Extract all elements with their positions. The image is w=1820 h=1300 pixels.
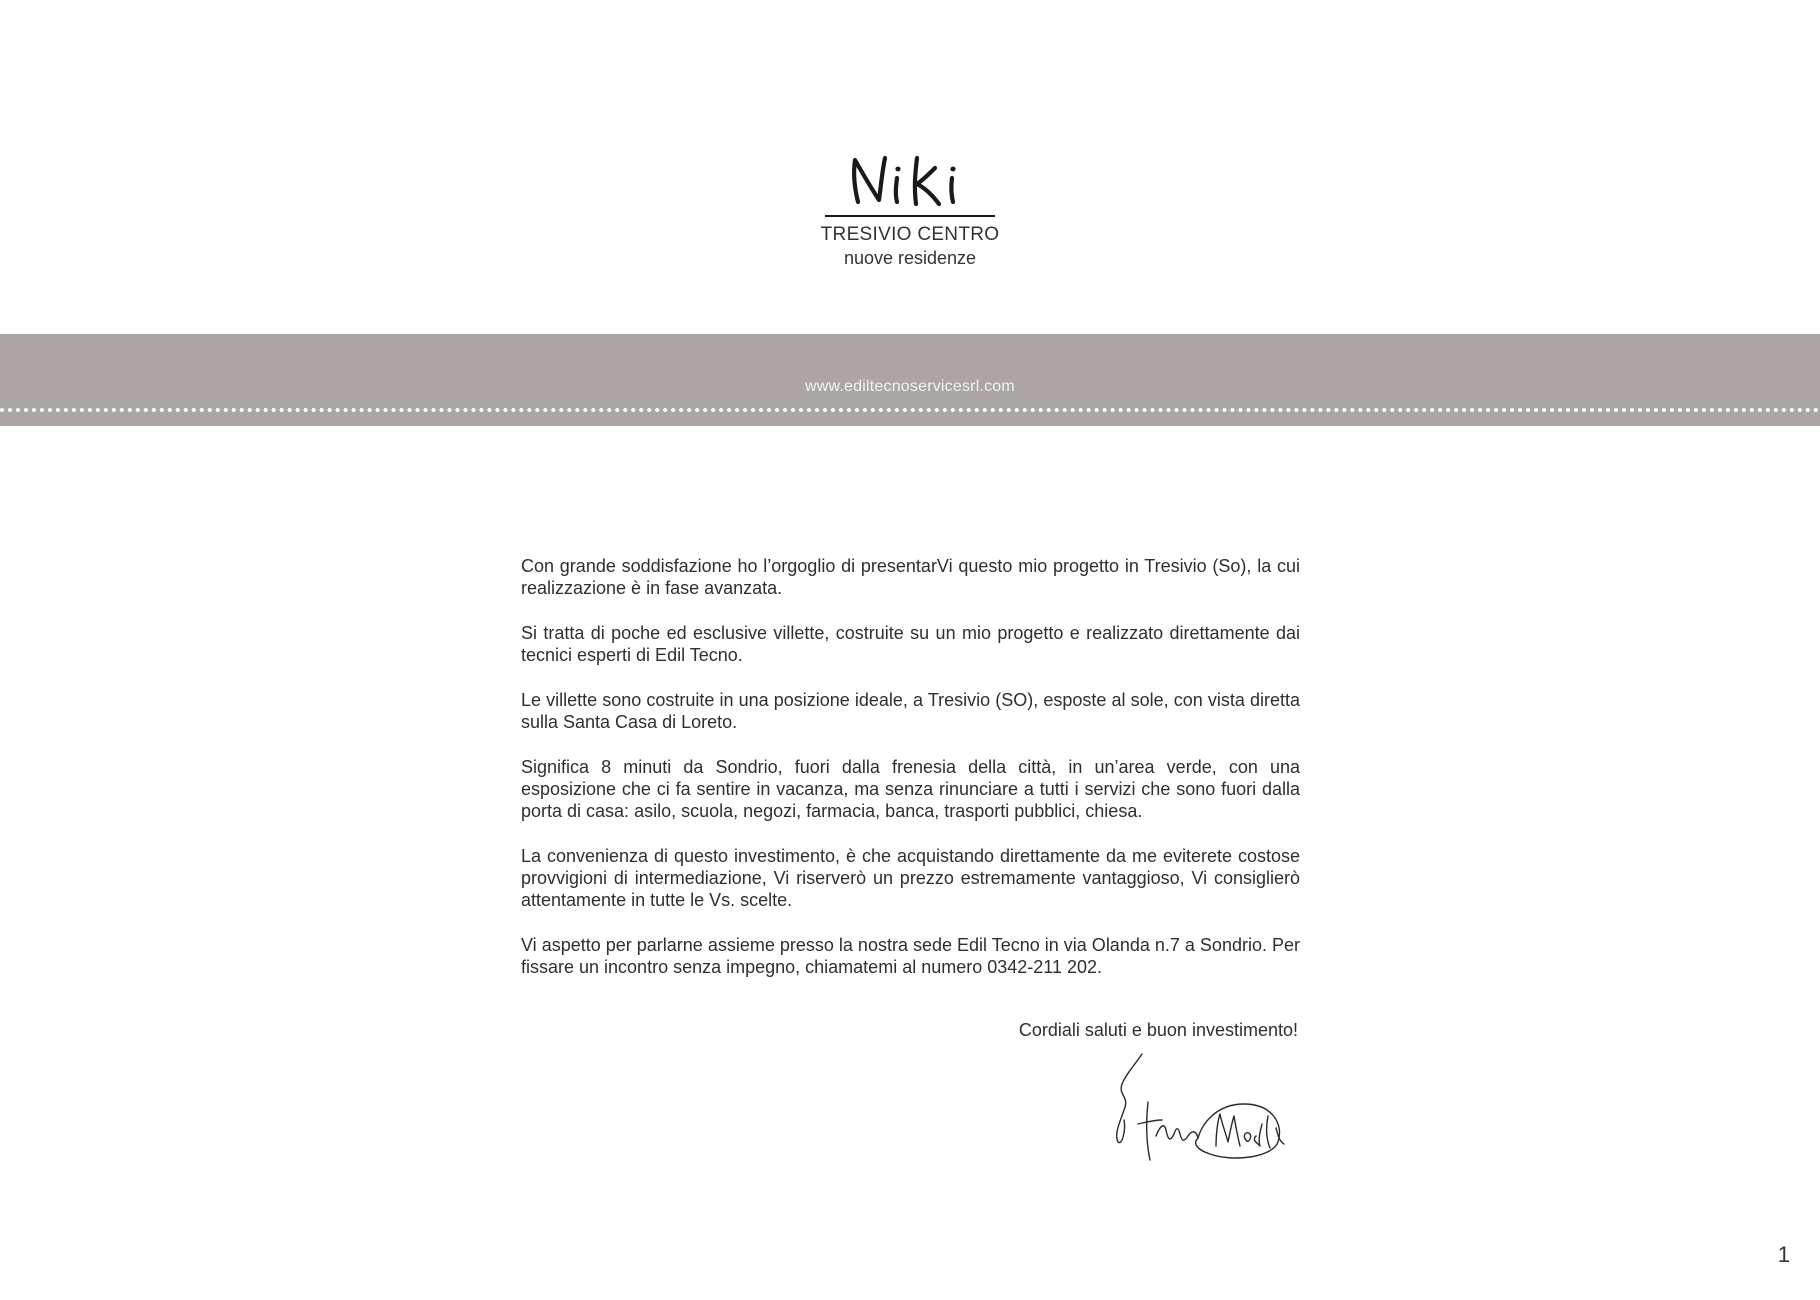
letter-paragraph-6: Vi aspetto per parlarne assieme presso la nostra sede Edil Tecno in via Olanda n.7 a Sondrio. Per fissare un incontro senza impegno, chiamatemi al numero 0342-211 202. [521, 935, 1300, 978]
handwritten-signature [1112, 1050, 1292, 1165]
website-band [0, 334, 1820, 426]
niki-logo [825, 150, 995, 210]
page-number: 1 [1777, 1242, 1790, 1267]
dotted-divider [0, 408, 1820, 412]
letter-paragraph-2: Si tratta di poche ed esclusive villette, costruite su un mio progetto e realizzato direttamente dai tecnici esperti di Edil Tecno. [521, 622, 1300, 666]
niki-logo-script [825, 150, 995, 210]
document-header [0, 150, 1820, 269]
letter-paragraph-4: Significa 8 minuti da Sondrio, fuori dalla frenesia della città, in un’area verde, con una esposizione che ci fa sentire in vacanza, ma senza rinunciare a tutti i servizi che sono fuori dalla porta di casa: asilo, scuola, negozi, farmacia, banca, trasporti pubblici, chiesa. [521, 756, 1300, 822]
letter-closing: Cordiali saluti e buon investimento! [1018, 1020, 1298, 1040]
logo-underline [825, 215, 995, 217]
website-url: www.ediltecnoservicesrl.com [805, 378, 1015, 395]
letter-paragraph-5: La convenienza di questo investimento, è che acquistando direttamente da me eviterete costose provvigioni di intermediazione, Vi riserverò un prezzo estremamente vantaggioso, Vi consiglierò attentamente in tutte le Vs. scelte. [521, 845, 1300, 911]
letter-paragraph-1: Con grande soddisfazione ho l’orgoglio di presentarVi questo mio progetto in Tresivio (So), la cui realizzazione è in fase avanzata. [521, 556, 1300, 599]
letter-body [521, 555, 1300, 1001]
signature-drawing [1112, 1050, 1292, 1165]
tagline-subtitle: nuove residenze [843, 248, 977, 268]
tagline-location: TRESIVIO CENTRO [820, 224, 1000, 245]
letter-paragraph-3: Le villette sono costruite in una posizione ideale, a Tresivio (SO), esposte al sole, con vista diretta sulla Santa Casa di Loreto. [521, 689, 1300, 733]
